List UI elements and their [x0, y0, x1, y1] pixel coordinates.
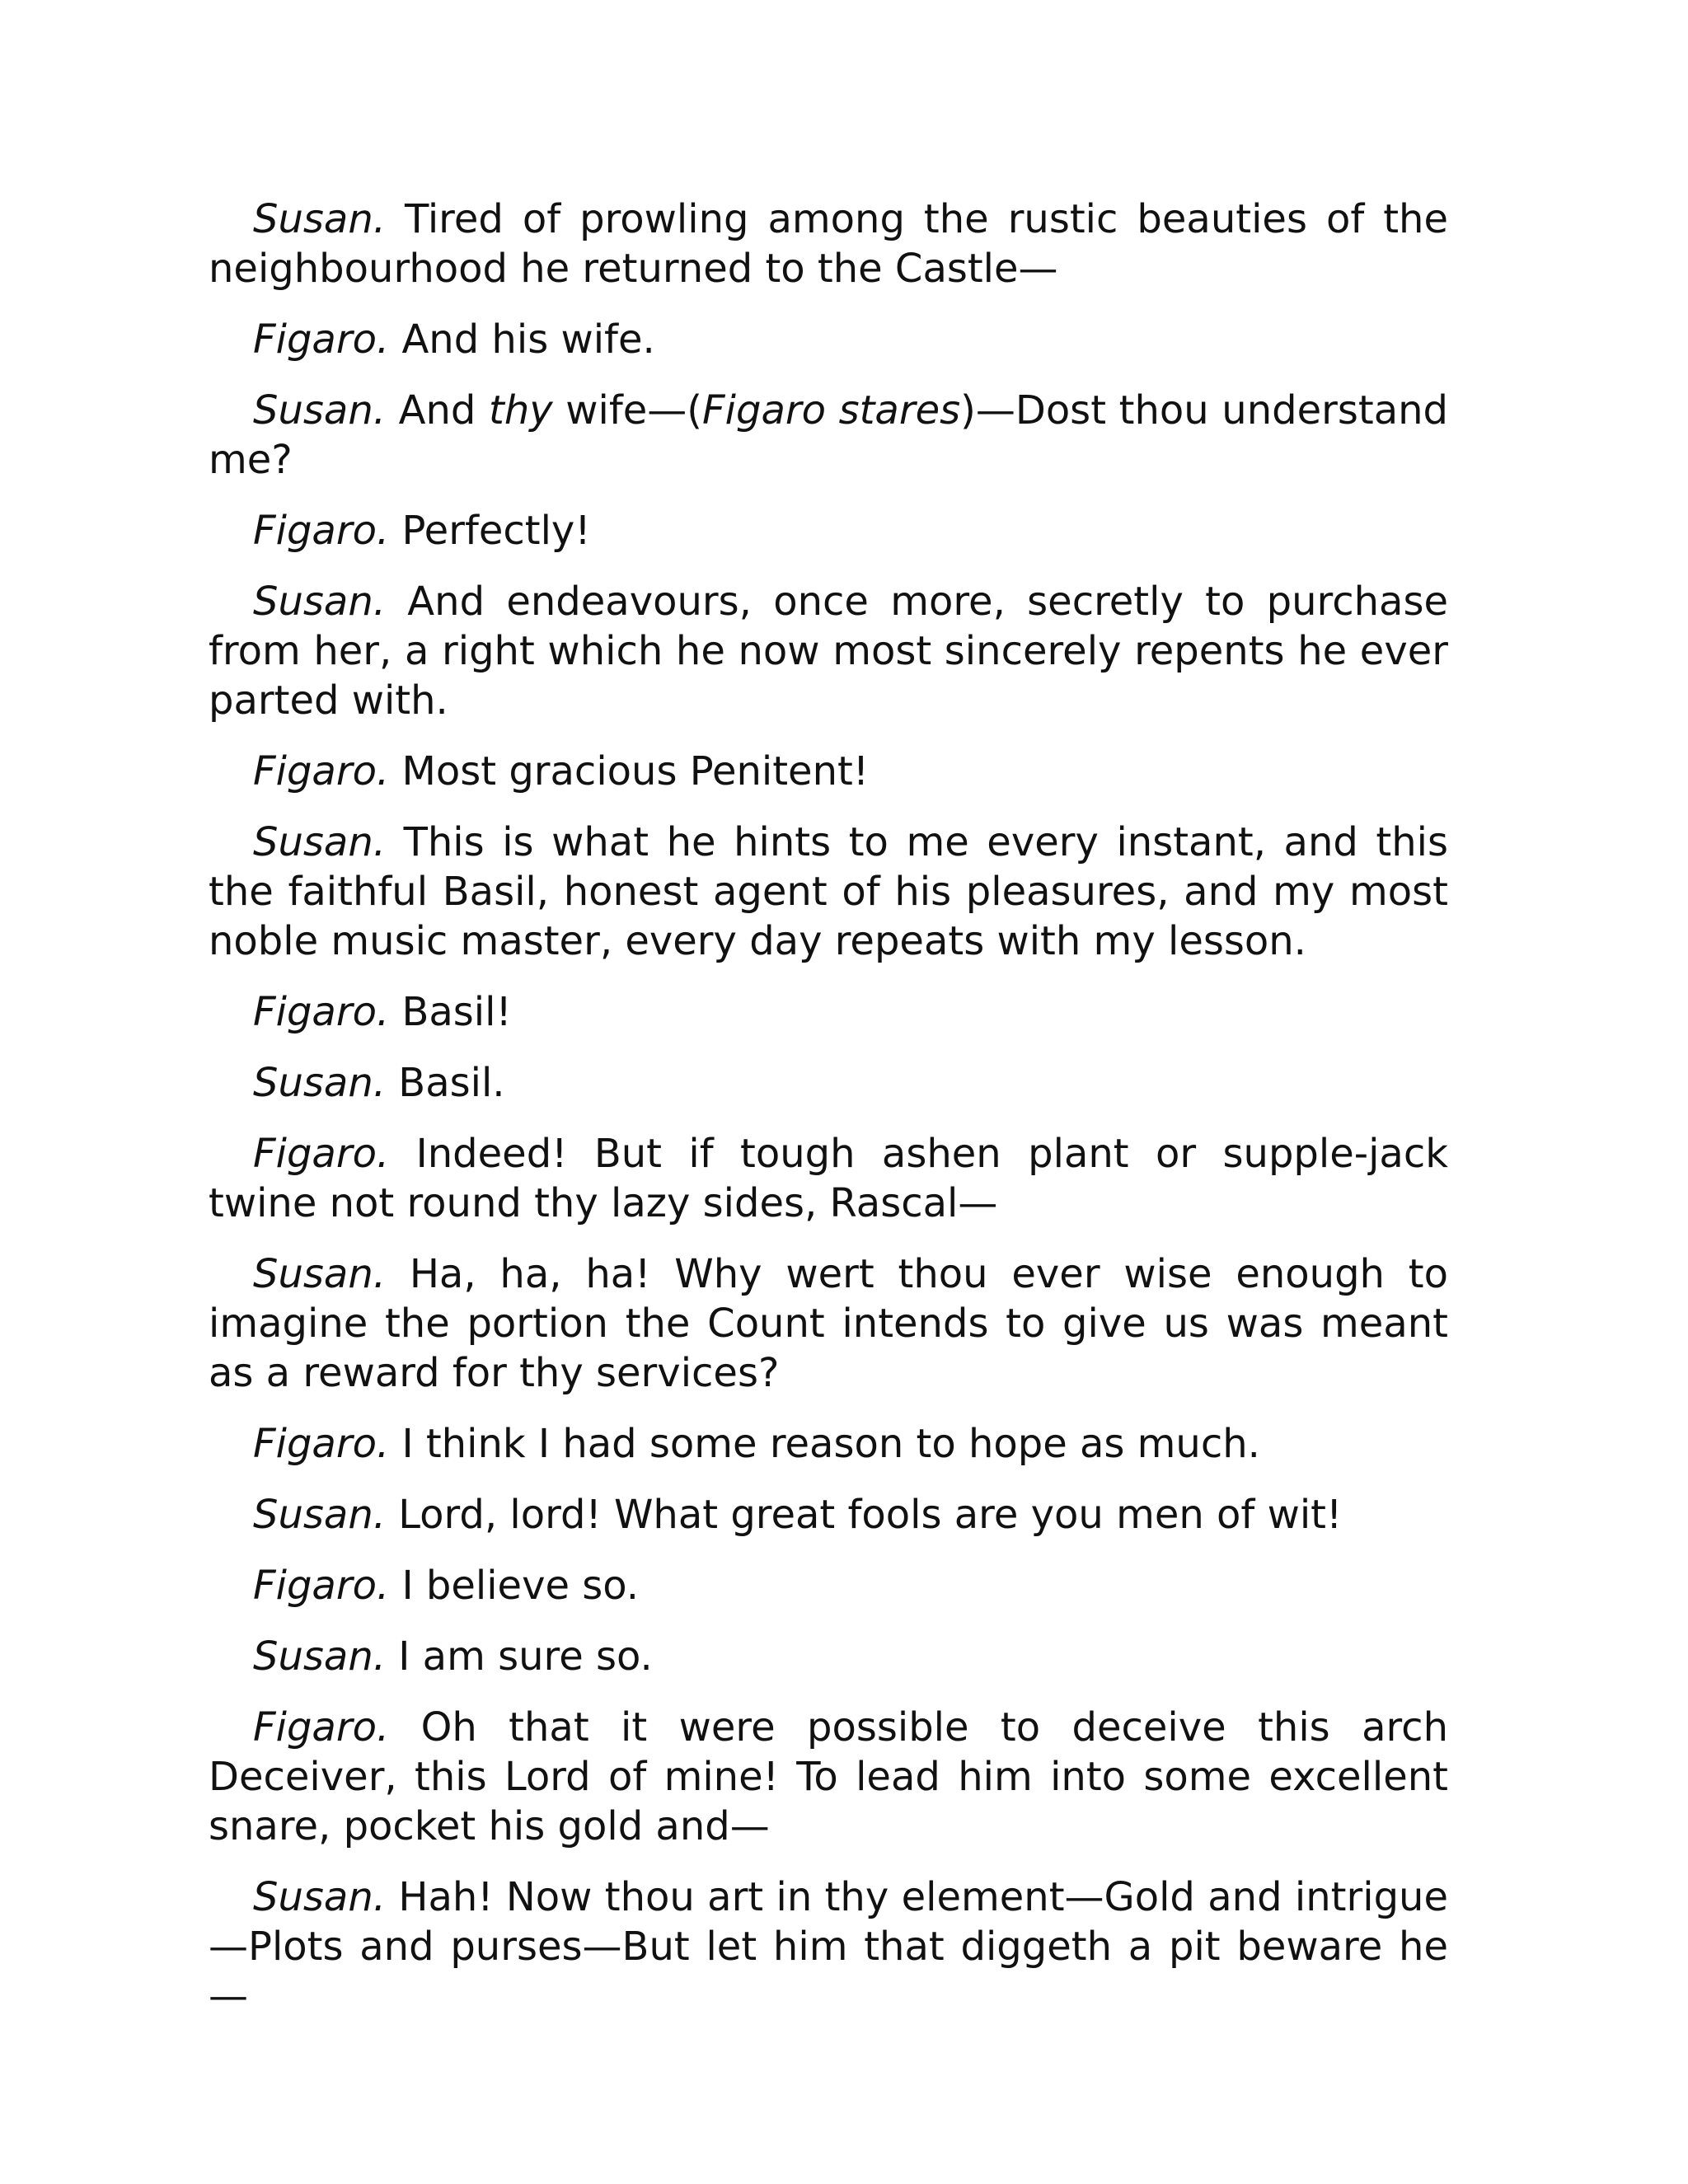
speaker-name: Susan. — [253, 1492, 386, 1538]
dialogue-line — [209, 1058, 1448, 1108]
line-text: Ha, ha, ha! Why wert thou ever wise enough to imagine the portion the Count intends to give us was meant as a reward for thy services? — [209, 1251, 1448, 1396]
line-text: Perfectly! — [389, 508, 591, 554]
dialogue-line — [209, 987, 1448, 1037]
speaker-name: Figaro. — [253, 989, 390, 1035]
speaker-name: Susan. — [253, 1060, 386, 1106]
dialogue-line — [209, 506, 1448, 555]
line-text-part: )—Dost thou understand me? — [209, 387, 1449, 483]
speaker-name: Figaro. — [253, 1421, 390, 1467]
speaker-name: Susan. — [253, 579, 386, 625]
dialogue-line — [209, 1490, 1448, 1540]
dialogue-line — [209, 1561, 1448, 1610]
line-text: I am sure so. — [386, 1633, 653, 1680]
speaker-name: Figaro. — [253, 316, 390, 363]
speaker-name: Figaro. — [253, 748, 390, 794]
speaker-name: Figaro. — [253, 1704, 390, 1750]
speaker-name: Susan. — [253, 819, 386, 865]
dialogue-line — [209, 1703, 1448, 1851]
line-text: Most gracious Penitent! — [389, 748, 870, 794]
dialogue-line — [209, 1249, 1448, 1398]
speaker-name: Susan. — [253, 1251, 386, 1297]
dialogue-line — [209, 1632, 1448, 1681]
line-text: I believe so. — [389, 1563, 640, 1609]
line-text: Hah! Now thou art in thy element—Gold and intrigue—Plots and purses—But let him that diggeth a pit beware he— — [209, 1874, 1448, 2019]
speaker-name: Susan. — [253, 196, 386, 242]
dialogue-line — [209, 386, 1448, 485]
line-text: And his wife. — [389, 316, 655, 363]
dialogue-line — [209, 747, 1448, 796]
line-text: Basil! — [389, 989, 512, 1035]
dialogue-line — [209, 1419, 1448, 1469]
emphasis-text: thy — [489, 387, 553, 434]
line-text: Basil. — [386, 1060, 505, 1106]
line-text-part: wife—( — [552, 387, 703, 434]
speaker-name: Susan. — [253, 1633, 386, 1680]
stage-direction: Figaro stares — [702, 387, 961, 434]
line-text: Tired of prowling among the rustic beauties of the neighbourhood he returned to the Castle— — [209, 196, 1448, 292]
line-text: Oh that it were possible to deceive this arch Deceiver, this Lord of mine! To lead him into some excellent snare, pocket his gold and— — [209, 1704, 1448, 1849]
dialogue-line — [209, 818, 1448, 966]
speaker-name: Figaro. — [253, 1563, 390, 1609]
line-text: This is what he hints to me every instant, and this the faithful Basil, honest agent of his pleasures, and my most noble music master, every day repeats with my lesson. — [209, 819, 1448, 964]
dialogue-line — [209, 194, 1448, 293]
line-text: And endeavours, once more, secretly to purchase from her, a right which he now most sincerely repents he ever parted with. — [209, 579, 1448, 724]
dialogue-line — [209, 577, 1448, 725]
dialogue-line — [209, 1872, 1448, 2021]
document-page — [209, 194, 1448, 2042]
speaker-name: Susan. — [253, 387, 386, 434]
speaker-name: Susan. — [253, 1874, 386, 1920]
line-text-part: And — [386, 387, 489, 434]
dialogue-line — [209, 1129, 1448, 1228]
line-text: Indeed! But if tough ashen plant or supple-jack twine not round thy lazy sides, Rascal— — [209, 1131, 1448, 1226]
speaker-name: Figaro. — [253, 1131, 390, 1177]
dialogue-line — [209, 315, 1448, 364]
speaker-name: Figaro. — [253, 508, 390, 554]
line-text: Lord, lord! What great fools are you men of wit! — [386, 1492, 1343, 1538]
line-text: I think I had some reason to hope as much. — [389, 1421, 1260, 1467]
